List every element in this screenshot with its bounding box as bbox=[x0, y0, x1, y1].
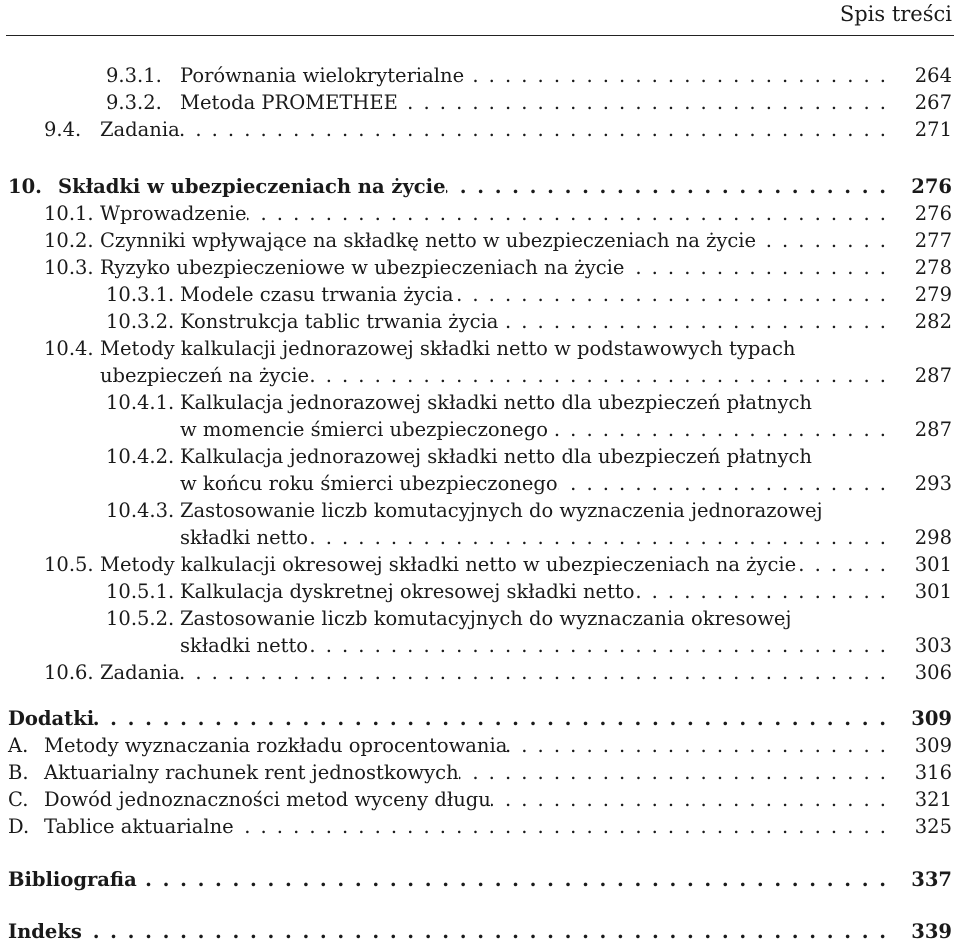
entry-page: 316 bbox=[914, 761, 952, 784]
entry-number: B. bbox=[8, 761, 29, 784]
entry-number: 10.4.2. bbox=[106, 445, 175, 468]
entry-number: 9.3.1. bbox=[106, 64, 162, 87]
leader-dots bbox=[634, 578, 900, 605]
entry-number: D. bbox=[8, 815, 30, 838]
leader-dots bbox=[137, 866, 900, 893]
entry-title: Konstrukcja tablic trwania życia bbox=[180, 310, 499, 333]
entry-title: Zadania bbox=[100, 661, 180, 684]
toc-entry[interactable] bbox=[0, 62, 960, 89]
entry-title: Aktuarialny rachunek rent jednostkowych bbox=[44, 761, 459, 784]
entry-page: 267 bbox=[914, 91, 952, 114]
entry-page: 287 bbox=[914, 418, 952, 441]
entry-title: Zadania bbox=[100, 118, 180, 141]
toc-entry[interactable] bbox=[0, 497, 960, 551]
toc-entry[interactable] bbox=[0, 732, 960, 759]
entry-title: Kalkulacja dyskretnej okresowej składki netto bbox=[180, 580, 635, 603]
leader-dots bbox=[796, 551, 900, 578]
entry-page: 298 bbox=[914, 526, 952, 549]
toc-entry[interactable] bbox=[0, 89, 960, 116]
toc-chapter[interactable] bbox=[0, 705, 960, 732]
toc-entry[interactable] bbox=[0, 659, 960, 686]
entry-title-line2: składki netto bbox=[180, 526, 309, 549]
toc-entry[interactable] bbox=[0, 759, 960, 786]
entry-title-line2: składki netto bbox=[180, 634, 309, 657]
entry-page: 277 bbox=[914, 229, 952, 252]
entry-page: 293 bbox=[914, 472, 952, 495]
entry-page: 325 bbox=[914, 815, 952, 838]
header-title: Spis treści bbox=[839, 2, 952, 26]
entry-title: Wprowadzenie bbox=[100, 202, 247, 225]
leader-dots bbox=[82, 918, 900, 945]
toc-chapter[interactable] bbox=[0, 173, 960, 200]
chapter-title: Składki w ubezpieczeniach na życie bbox=[58, 175, 446, 198]
toc-entry[interactable] bbox=[0, 605, 960, 659]
toc-entry[interactable] bbox=[0, 116, 960, 143]
toc-entry[interactable] bbox=[0, 200, 960, 227]
entry-title-line2: ubezpieczeń na życie bbox=[100, 364, 309, 387]
entry-page: 264 bbox=[914, 64, 952, 87]
entry-page: 278 bbox=[914, 256, 952, 279]
entry-number: 10.5.1. bbox=[106, 580, 175, 603]
leader-dots bbox=[309, 362, 900, 389]
entry-title-line1: Kalkulacja jednorazowej składki netto dla ubezpieczeń płatnych bbox=[180, 445, 812, 468]
toc-entry[interactable] bbox=[0, 254, 960, 281]
entry-number: 10.4.1. bbox=[106, 391, 175, 414]
leader-dots bbox=[398, 89, 900, 116]
toc-entry[interactable] bbox=[0, 227, 960, 254]
leader-dots bbox=[234, 813, 900, 840]
entry-title: Porównania wielokryterialne bbox=[180, 64, 465, 87]
leader-dots bbox=[507, 732, 900, 759]
entry-number: 10.3.1. bbox=[106, 283, 175, 306]
entry-title-line1: Kalkulacja jednorazowej składki netto dla ubezpieczeń płatnych bbox=[180, 391, 812, 414]
toc-entry[interactable] bbox=[0, 389, 960, 443]
leader-dots bbox=[308, 632, 900, 659]
leader-dots bbox=[459, 759, 900, 786]
toc-entry[interactable] bbox=[0, 786, 960, 813]
leader-dots bbox=[180, 116, 900, 143]
leader-dots bbox=[491, 786, 900, 813]
entry-title: Czynniki wpływające na składkę netto w ubezpieczeniach na życie bbox=[100, 229, 757, 252]
entry-number: 10.4. bbox=[44, 337, 94, 360]
leader-dots bbox=[453, 281, 900, 308]
toc-entry[interactable] bbox=[0, 578, 960, 605]
leader-dots bbox=[548, 416, 900, 443]
entry-title-line2: w momencie śmierci ubezpieczonego bbox=[180, 418, 548, 441]
chapter-title: Bibliografia bbox=[8, 868, 137, 891]
entry-title: Modele czasu trwania życia bbox=[180, 283, 454, 306]
chapter-page: 339 bbox=[911, 920, 952, 943]
chapter-page: 276 bbox=[911, 175, 952, 198]
header-rule bbox=[6, 35, 954, 36]
entry-title: Tablice aktuarialne bbox=[44, 815, 234, 838]
leader-dots bbox=[446, 173, 901, 200]
entry-title: Metody kalkulacji okresowej składki netto w ubezpieczeniach na życie bbox=[100, 553, 797, 576]
entry-page: 303 bbox=[914, 634, 952, 657]
entry-title: Dowód jednoznaczności metod wyceny długu bbox=[44, 788, 491, 811]
chapter-title: Indeks bbox=[8, 920, 82, 943]
entry-number: 10.1. bbox=[44, 202, 94, 225]
entry-title-line1: Zastosowanie liczb komutacyjnych do wyznaczania okresowej bbox=[180, 607, 792, 630]
entry-page: 279 bbox=[914, 283, 952, 306]
entry-page: 301 bbox=[914, 580, 952, 603]
entry-page: 287 bbox=[914, 364, 952, 387]
toc-entry[interactable] bbox=[0, 551, 960, 578]
running-header bbox=[0, 0, 960, 36]
chapter-title: Dodatki bbox=[8, 707, 95, 730]
leader-dots bbox=[308, 524, 900, 551]
entry-title: Metody wyznaczania rozkładu oprocentowania bbox=[44, 734, 508, 757]
leader-dots bbox=[464, 62, 900, 89]
entry-page: 276 bbox=[914, 202, 952, 225]
entry-page: 271 bbox=[914, 118, 952, 141]
entry-number: 10.3. bbox=[44, 256, 94, 279]
toc-entry[interactable] bbox=[0, 443, 960, 497]
leader-dots bbox=[624, 254, 900, 281]
toc-entry[interactable] bbox=[0, 308, 960, 335]
entry-page: 301 bbox=[914, 553, 952, 576]
toc-entry[interactable] bbox=[0, 335, 960, 389]
entry-page: 309 bbox=[914, 734, 952, 757]
toc-entry[interactable] bbox=[0, 281, 960, 308]
entry-number: 10.5.2. bbox=[106, 607, 175, 630]
leader-dots bbox=[94, 705, 900, 732]
leader-dots bbox=[558, 470, 900, 497]
toc-chapter[interactable] bbox=[0, 866, 960, 893]
entry-title: Ryzyko ubezpieczeniowe w ubezpieczeniach na życie bbox=[100, 256, 625, 279]
entry-title: Metoda PROMETHEE bbox=[180, 91, 398, 114]
entry-number: 10.2. bbox=[44, 229, 94, 252]
toc-entry[interactable] bbox=[0, 813, 960, 840]
entry-page: 282 bbox=[914, 310, 952, 333]
entry-number: 10.6. bbox=[44, 661, 94, 684]
leader-dots bbox=[180, 659, 900, 686]
leader-dots bbox=[756, 227, 900, 254]
leader-dots bbox=[247, 200, 900, 227]
leader-dots bbox=[498, 308, 900, 335]
entry-number: 10.4.3. bbox=[106, 499, 175, 522]
toc-chapter[interactable] bbox=[0, 918, 960, 945]
entry-number: 9.4. bbox=[44, 118, 82, 141]
entry-page: 306 bbox=[914, 661, 952, 684]
entry-page: 321 bbox=[914, 788, 952, 811]
chapter-number: 10. bbox=[8, 175, 42, 198]
entry-title-line2: w końcu roku śmierci ubezpieczonego bbox=[180, 472, 558, 495]
entry-number: A. bbox=[8, 734, 29, 757]
entry-number: 10.3.2. bbox=[106, 310, 175, 333]
entry-title-line1: Metody kalkulacji jednorazowej składki netto w podstawowych typach bbox=[100, 337, 796, 360]
entry-number: 9.3.2. bbox=[106, 91, 162, 114]
entry-title-line1: Zastosowanie liczb komutacyjnych do wyznaczenia jednorazowej bbox=[180, 499, 823, 522]
entry-number: 10.5. bbox=[44, 553, 94, 576]
chapter-page: 309 bbox=[911, 707, 952, 730]
entry-number: C. bbox=[8, 788, 29, 811]
chapter-page: 337 bbox=[911, 868, 952, 891]
